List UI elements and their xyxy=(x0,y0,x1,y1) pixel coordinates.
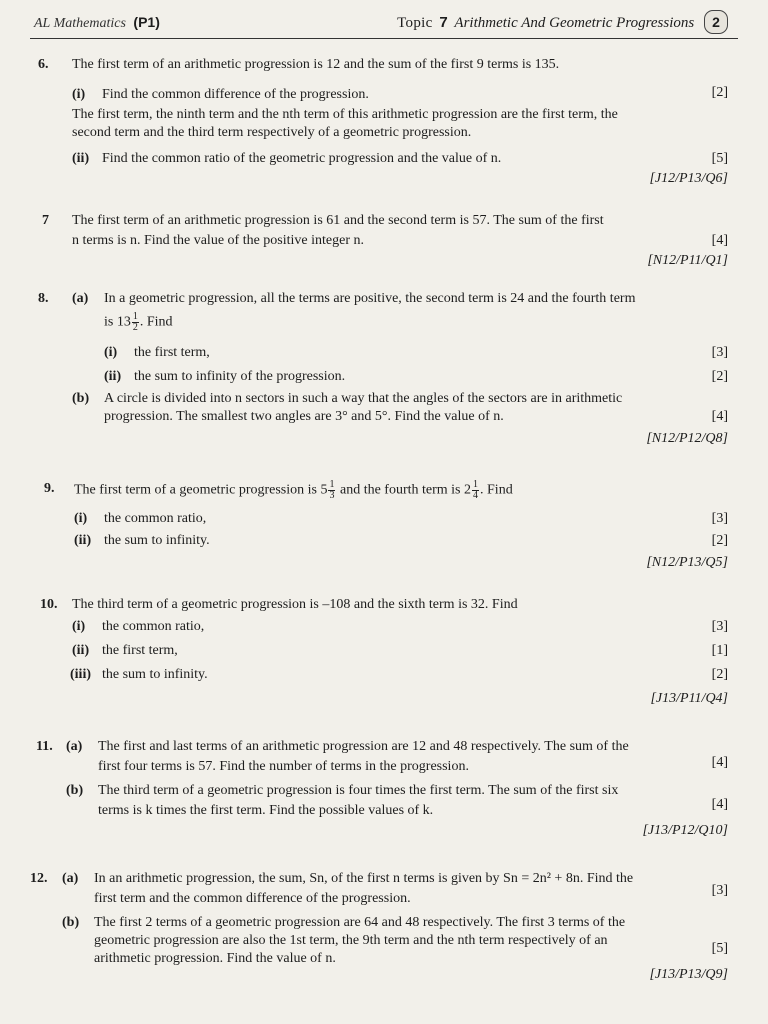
question-text-middle: and the fourth term is 2 xyxy=(339,482,472,498)
topic-number: 7 xyxy=(439,14,448,31)
question-text-tail: . Find xyxy=(480,482,513,498)
marks: [4] xyxy=(711,797,728,812)
question-text: In a geometric progression, all the terms are positive, the second term is 24 and the fourth term xyxy=(104,291,636,306)
marks: [4] xyxy=(711,233,728,248)
question-text: second term and the third term respectively of a geometric progression. xyxy=(72,125,472,140)
mixed-number-whole: is 13 xyxy=(104,314,131,330)
part-text: the sum to infinity. xyxy=(102,667,208,682)
question-text: A circle is divided into n sectors in such a way that the angles of the sectors are in arithmetic xyxy=(104,391,623,406)
marks: [2] xyxy=(711,667,728,682)
paper-label: (P1) xyxy=(133,14,160,30)
marks: [3] xyxy=(711,883,728,898)
question-text: The first term, the ninth term and the nth term of this arithmetic progression are the first term, the xyxy=(72,107,618,122)
question-text: The first term of an arithmetic progression is 61 and the second term is 57. The sum of the first xyxy=(72,213,604,228)
marks: [3] xyxy=(711,511,728,526)
part-text: the first term, xyxy=(134,345,210,360)
past-paper-reference: [J13/P12/Q10] xyxy=(642,823,728,838)
marks: [5] xyxy=(711,151,728,166)
marks: [2] xyxy=(711,369,728,384)
past-paper-reference: [J13/P13/Q9] xyxy=(649,967,728,982)
marks: [5] xyxy=(711,941,728,956)
part-label: (b) xyxy=(62,915,80,930)
part-label: (ii) xyxy=(74,533,92,548)
question-text-tail: . Find xyxy=(139,314,173,330)
part-label: (iii) xyxy=(70,667,91,682)
question-text: The third term of a geometric progression is four times the first term. The sum of the first six xyxy=(98,783,619,798)
question-number: 10. xyxy=(40,597,58,612)
marks: [2] xyxy=(711,85,728,100)
past-paper-reference: [N12/P13/Q5] xyxy=(646,555,728,570)
part-label: (ii) xyxy=(104,369,122,384)
question-text xyxy=(74,480,513,501)
question-text: arithmetic progression. Find the value of n. xyxy=(94,951,336,966)
fraction-denominator: 2 xyxy=(132,322,138,333)
topic-title: Arithmetic And Geometric Progressions xyxy=(454,15,695,31)
fraction-numerator: 1 xyxy=(329,479,335,490)
running-header-right xyxy=(397,10,728,34)
fraction xyxy=(472,480,479,501)
question-text: terms is k times the first term. Find the possible values of k. xyxy=(98,803,434,818)
part-label: (i) xyxy=(104,345,118,360)
question-text: The first 2 terms of a geometric progression are 64 and 48 respectively. The first 3 terms of the xyxy=(94,915,626,930)
part-label: (ii) xyxy=(72,151,90,166)
marks: [3] xyxy=(711,345,728,360)
part-label: (i) xyxy=(72,619,86,634)
question-text: In an arithmetic progression, the sum, Sn, of the first n terms is given by Sn = 2n² + 8n. Find the xyxy=(94,871,634,886)
fraction-denominator: 3 xyxy=(329,490,335,501)
question-number: 11. xyxy=(36,739,53,754)
fraction xyxy=(328,480,335,501)
part-text: the sum to infinity of the progression. xyxy=(134,369,346,384)
question-text-head: The first term of a geometric progression is 5 xyxy=(74,482,328,498)
fraction-denominator: 4 xyxy=(473,490,479,501)
part-label: (a) xyxy=(62,871,79,886)
marks: [3] xyxy=(711,619,728,634)
marks: [1] xyxy=(711,643,728,658)
part-text: Find the common ratio of the geometric progression and the value of n. xyxy=(102,151,502,166)
question-text: progression. The smallest two angles are 3° and 5°. Find the value of n. xyxy=(104,409,504,424)
part-label: (a) xyxy=(66,739,83,754)
part-text: Find the common difference of the progression. xyxy=(102,87,369,102)
running-header-left xyxy=(34,14,160,32)
topic-label: Topic xyxy=(397,15,433,31)
question-text: The first and last terms of an arithmetic progression are 12 and 48 respectively. The sum of the xyxy=(98,739,629,754)
part-label: (i) xyxy=(72,87,86,102)
fraction-numerator: 1 xyxy=(132,311,138,322)
part-label: (b) xyxy=(72,391,90,406)
question-text: The first term of an arithmetic progression is 12 and the sum of the first 9 terms is 135. xyxy=(72,57,560,72)
past-paper-reference: [N12/P11/Q1] xyxy=(647,253,728,268)
question-text xyxy=(104,312,173,333)
question-number: 6. xyxy=(38,57,49,72)
question-text: The third term of a geometric progression is –108 and the sixth term is 32. Find xyxy=(72,597,518,612)
part-text: the first term, xyxy=(102,643,178,658)
fraction-numerator: 1 xyxy=(473,479,479,490)
part-text: the sum to infinity. xyxy=(104,533,210,548)
question-text: n terms is n. Find the value of the positive integer n. xyxy=(72,233,365,248)
question-text: geometric progression are also the 1st term, the 9th term and the nth term respectively of an xyxy=(94,933,608,948)
past-paper-reference: [J13/P11/Q4] xyxy=(650,691,728,706)
marks: [4] xyxy=(711,755,728,770)
past-paper-reference: [J12/P13/Q6] xyxy=(649,171,728,186)
question-number: 8. xyxy=(38,291,49,306)
header-rule xyxy=(30,38,738,39)
question-number: 9. xyxy=(44,481,55,496)
part-label: (a) xyxy=(72,291,89,306)
part-text: the common ratio, xyxy=(102,619,205,634)
question-text: first four terms is 57. Find the number of terms in the progression. xyxy=(98,759,469,774)
part-label: (ii) xyxy=(72,643,90,658)
question-number: 7 xyxy=(42,213,49,228)
question-number: 12. xyxy=(30,871,48,886)
part-label: (i) xyxy=(74,511,88,526)
part-text: the common ratio, xyxy=(104,511,207,526)
course-name: AL Mathematics xyxy=(34,16,126,31)
marks: [2] xyxy=(711,533,728,548)
past-paper-reference: [N12/P12/Q8] xyxy=(646,431,728,446)
question-text: first term and the common difference of the progression. xyxy=(94,891,411,906)
page-number-badge: 2 xyxy=(704,10,728,34)
marks: [4] xyxy=(711,409,728,424)
fraction xyxy=(132,312,139,333)
part-label: (b) xyxy=(66,783,84,798)
